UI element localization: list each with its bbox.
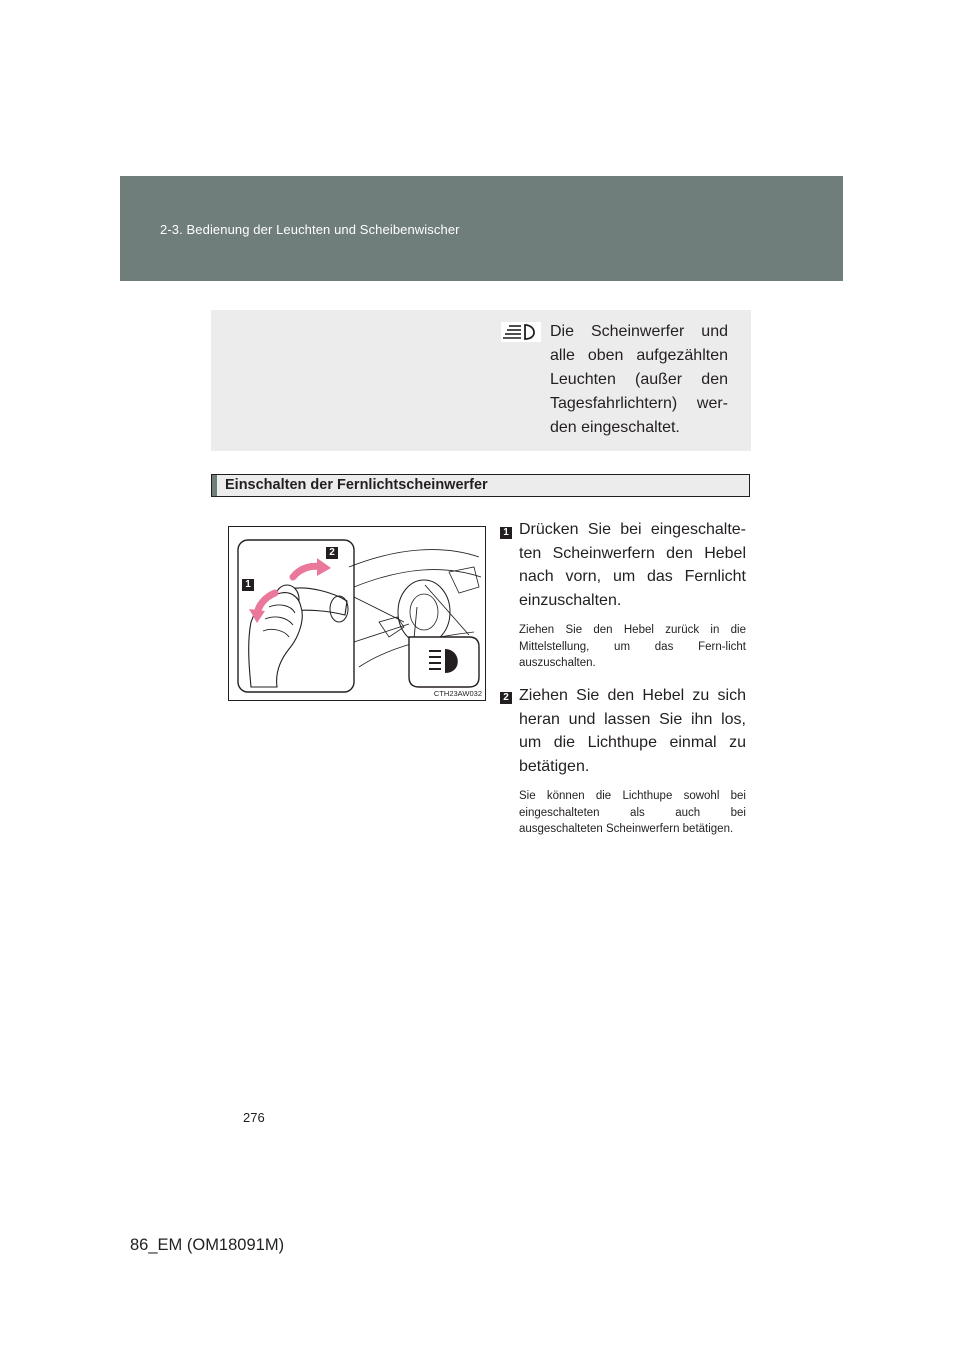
lever-illustration	[228, 526, 486, 701]
step-1-note: Ziehen Sie den Hebel zurück in die Mittelstellung, um das Fern-licht auszuschalten.	[519, 624, 746, 669]
figure-code: CTH23AW032	[433, 689, 482, 698]
headlight-description: Die Scheinwerfer und alle oben aufgezählten Leuchten (außer den Tagesfahrlichtern) wer-den eingeschaltet.	[550, 323, 728, 436]
figure-callout-1: 1	[242, 579, 254, 591]
page-number: 276	[243, 1110, 265, 1125]
step-1-badge: 1	[500, 527, 512, 539]
section-title: Einschalten der Fernlichtscheinwerfer	[225, 477, 488, 493]
section-breadcrumb: 2-3. Bedienung der Leuchten und Scheibenwischer	[160, 222, 460, 237]
step-2-note: Sie können die Lichthupe sowohl bei eingeschalteten als auch bei ausgeschalteten Scheinwerfern betätigen.	[519, 790, 746, 835]
step-1-text: Drücken Sie bei eingeschalte-ten Scheinwerfern den Hebel nach vorn, um das Fernlicht einzuschalten.	[519, 521, 746, 609]
headlight-icon	[501, 322, 541, 342]
section-heading-bar	[212, 475, 217, 496]
step-2-badge: 2	[500, 692, 512, 704]
document-code: 86_EM (OM18091M)	[130, 1236, 285, 1254]
step-2-text: Ziehen Sie den Hebel zu sich heran und lassen Sie ihn los, um die Lichthupe einmal zu betätigen.	[519, 687, 746, 775]
figure-callout-2: 2	[326, 547, 338, 559]
section-heading	[211, 474, 750, 497]
